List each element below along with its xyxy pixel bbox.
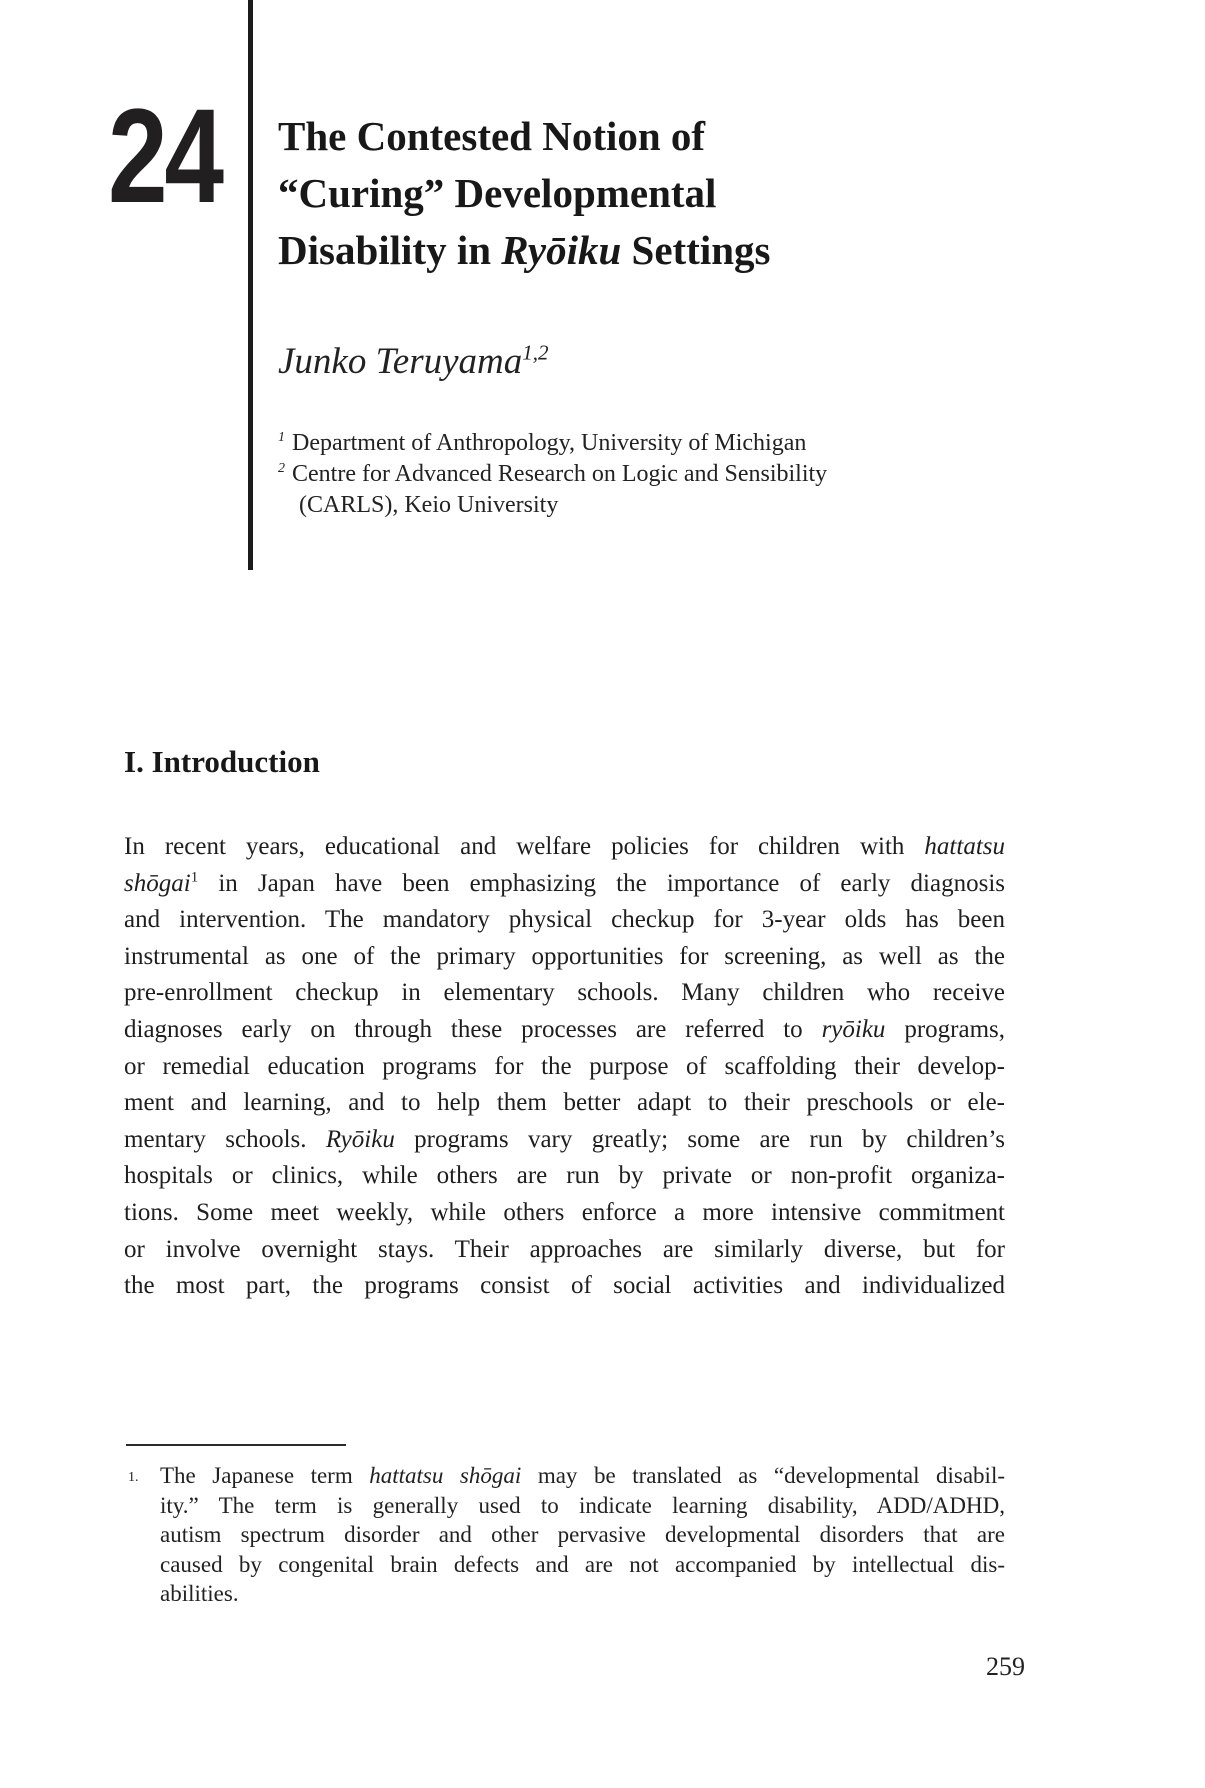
text-line: Disability in Ryōiku Settings	[278, 227, 771, 273]
text-line: ment and learning, and to help them better adapt to their preschools or ele-	[124, 1089, 1005, 1117]
text-line: autism spectrum disorder and other pervasive developmental disorders that are	[160, 1522, 1005, 1548]
author-name	[278, 340, 549, 384]
text-line: instrumental as one of the primary opportunities for screening, as well as the	[124, 942, 1005, 970]
footnote-marker: 1.	[128, 1470, 139, 1485]
affiliation-marker: 2	[278, 461, 285, 476]
chapter-divider-rule	[248, 0, 253, 570]
text-line: abilities.	[160, 1581, 239, 1607]
author-affiliations	[278, 428, 1018, 521]
text-line: and intervention. The mandatory physical checkup for 3-year olds has been	[124, 906, 1005, 934]
footnote-1	[124, 1461, 1005, 1609]
footnote-separator-rule	[126, 1444, 346, 1446]
chapter-title	[278, 108, 1018, 279]
text-line: hospitals or clinics, while others are run by private or non-profit organiza-	[124, 1162, 1005, 1190]
body-paragraph	[124, 829, 1005, 1305]
text-line: pre-enrollment checkup in elementary schools. Many children who receive	[124, 979, 1005, 1007]
text-line: tions. Some meet weekly, while others enforce a more intensive commitment	[124, 1198, 1005, 1226]
text-line: In recent years, educational and welfare policies for children with hattatsu	[124, 833, 1005, 860]
section-heading-introduction: I. Introduction	[124, 744, 320, 779]
text-line: diagnoses early on through these processes are referred to ryōiku programs,	[124, 1015, 1005, 1043]
author-name-text: Junko Teruyama	[278, 341, 523, 382]
text-line: shōgai$^1$ in Japan have been emphasizing the importance of early diagnosis	[124, 869, 1005, 897]
text-line: mentary schools. Ryōiku programs vary greatly; some are run by children’s	[124, 1125, 1005, 1153]
affiliation-line: (CARLS), Keio University	[299, 492, 559, 518]
affiliation-line: $^2$ Centre for Advanced Research on Logic and Sensibility	[278, 461, 828, 487]
affiliation-line: $^1$ Department of Anthropology, University of Michigan	[278, 430, 807, 456]
page-number: 259	[986, 1652, 1025, 1681]
chapter-number: 24	[108, 82, 221, 231]
text-line: or involve overnight stays. Their approaches are similarly diverse, but for	[124, 1235, 1005, 1263]
text-line: The Japanese term hattatsu shōgai may be translated as “developmental disabil-	[160, 1463, 1005, 1488]
text-line: caused by congenital brain defects and are not accompanied by intellectual dis-	[160, 1551, 1005, 1577]
text-line: The Contested Notion of	[278, 113, 706, 159]
text-line: ity.” The term is generally used to indicate learning disability, ADD/ADHD,	[160, 1492, 1005, 1518]
text-line: “Curing” Developmental	[278, 170, 717, 216]
text-line: or remedial education programs for the purpose of scaffolding their develop-	[124, 1052, 1005, 1080]
footnote-text	[160, 1461, 1005, 1609]
author-note-ref: 1,2	[522, 340, 549, 365]
affiliation-marker: 1	[278, 430, 285, 445]
text-line: the most part, the programs consist of social activities and individualized	[124, 1272, 1005, 1300]
